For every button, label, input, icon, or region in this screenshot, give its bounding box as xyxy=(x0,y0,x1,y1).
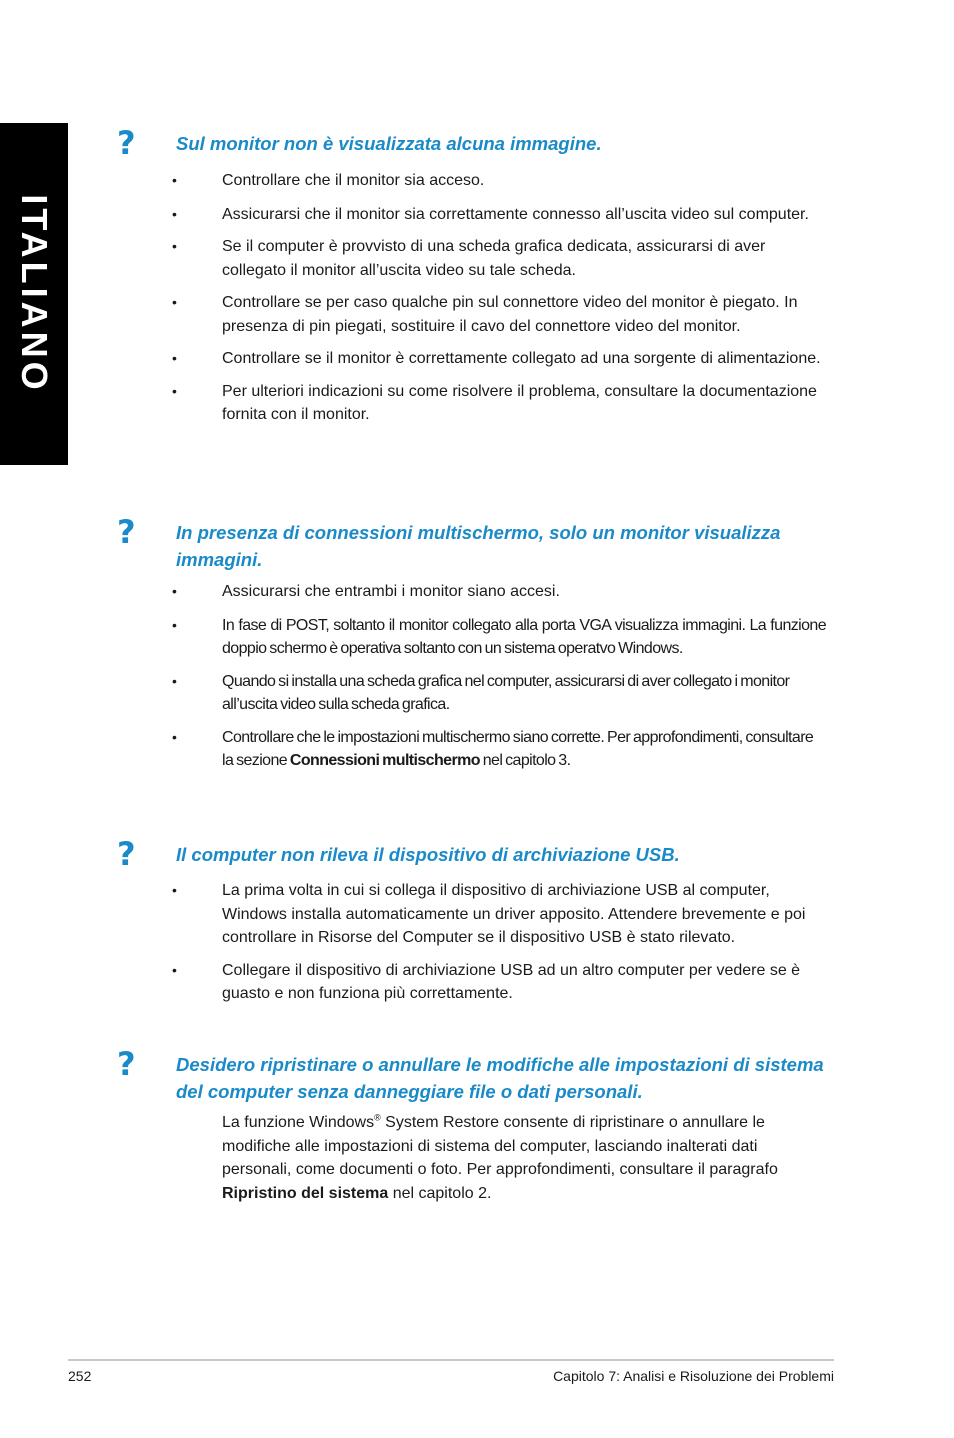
bullet-icon: • xyxy=(172,961,177,978)
bullet-icon: • xyxy=(172,172,177,188)
bold-reference: Connessioni multischermo xyxy=(289,752,480,769)
page-number: 252 xyxy=(68,1368,92,1384)
text-run: nel capitolo 2. xyxy=(388,1184,492,1202)
list-item-text: Se il computer è provvisto di una scheda grafica dedicata, assicurarsi di aver collegato il monitor all’uscita video su tale scheda. xyxy=(222,238,766,279)
list-item xyxy=(0,291,826,338)
bullet-icon: • xyxy=(172,238,177,254)
list-item-text: Assicurarsi che il monitor sia correttamente connesso all’uscita video sul computer. xyxy=(222,205,809,223)
question-mark-icon: ? xyxy=(117,1045,136,1083)
text-run: La funzione Windows xyxy=(222,1114,375,1131)
list-item xyxy=(0,726,826,773)
list-item-text: Controllare se il monitor è correttamente collegato ad una sorgente di alimentazione. xyxy=(222,350,821,367)
faq-question: Desidero ripristinare o annullare le modifiche alle impostazioni di sistema del computer senza danneggiare file o dati personali. xyxy=(176,1054,824,1102)
list-item xyxy=(0,347,826,371)
bullet-icon: • xyxy=(172,672,177,689)
text-run: Controllare che le impostazioni multischermo siano corrette. Per approfondimenti, consultare la sezione xyxy=(222,728,814,769)
footer-divider xyxy=(68,1359,834,1361)
bold-reference: Ripristino del sistema xyxy=(222,1184,389,1202)
bullet-icon: • xyxy=(172,616,177,633)
bullet-icon: • xyxy=(172,882,177,898)
list-item xyxy=(0,670,826,717)
bullet-icon: • xyxy=(172,583,177,599)
list-item-text: Assicurarsi che entrambi i monitor siano accesi. xyxy=(222,583,560,600)
bullet-icon: • xyxy=(172,382,177,399)
registered-mark: ® xyxy=(374,1112,381,1123)
list-item-text: In fase di POST, soltanto il monitor collegato alla porta VGA visualizza immagini. La funzione doppio schermo è operativa soltanto con un sistema operatvo Windows. xyxy=(222,616,826,657)
bullet-icon: • xyxy=(172,205,177,222)
answer-paragraph xyxy=(222,1111,828,1205)
list-item xyxy=(0,580,826,604)
list-item xyxy=(0,203,826,227)
bullet-icon: • xyxy=(172,728,177,745)
language-tab-label: ITALIANO xyxy=(14,194,55,394)
list-item-text: La prima volta in cui si collega il dispositivo di archiviazione USB al computer, Windows installa automaticamente un driver apposito. Attendere brevemente e poi controllare in Risorse del Computer se il dispositivo USB è stato rilevato. xyxy=(222,882,806,946)
list-item xyxy=(0,614,826,661)
list-item xyxy=(0,959,826,1006)
text-run: nel capitolo 3. xyxy=(479,752,571,769)
question-mark-icon: ? xyxy=(117,835,136,873)
list-item-text xyxy=(222,726,826,773)
list-item-text: Collegare il dispositivo di archiviazione USB ad un altro computer per vedere se è guasto e non funziona più correttamente. xyxy=(222,961,801,1002)
list-item xyxy=(0,380,826,427)
bullet-list xyxy=(0,879,826,1006)
list-item-text: Controllare che il monitor sia acceso. xyxy=(222,172,485,189)
text-run: System Restore consente di ripristinare o annullare le modifiche alle impostazioni di sistema del computer, lasciando inalterati dati personali, come documenti o foto. Per approfondimenti, consultare il paragrafo xyxy=(222,1114,778,1178)
list-item-text: Quando si installa una scheda grafica nel computer, assicurarsi di aver collegato i monitor all’uscita video sulla scheda grafica. xyxy=(222,672,790,713)
list-item-text: Per ulteriori indicazioni su come risolvere il problema, consultare la documentazione fornita con il monitor. xyxy=(222,382,817,423)
question-mark-icon: ? xyxy=(117,513,136,551)
bullet-list xyxy=(0,580,826,773)
question-mark-icon: ? xyxy=(117,124,136,162)
list-item xyxy=(0,169,826,193)
faq-question: Sul monitor non è visualizzata alcuna immagine. xyxy=(176,133,602,154)
bullet-icon: • xyxy=(172,350,177,366)
faq-question: Il computer non rileva il dispositivo di archiviazione USB. xyxy=(176,844,680,865)
bullet-icon: • xyxy=(172,294,177,310)
list-item-text: Controllare se per caso qualche pin sul connettore video del monitor è piegato. In presenza di pin piegati, sostituire il cavo del connettore video del monitor. xyxy=(222,294,798,335)
list-item xyxy=(0,235,826,282)
chapter-title: Capitolo 7: Analisi e Risoluzione dei Problemi xyxy=(553,1368,834,1384)
bullet-list xyxy=(0,169,826,427)
list-item xyxy=(0,879,826,950)
faq-question: In presenza di connessioni multischermo, solo un monitor visualizza immagini. xyxy=(176,522,781,570)
